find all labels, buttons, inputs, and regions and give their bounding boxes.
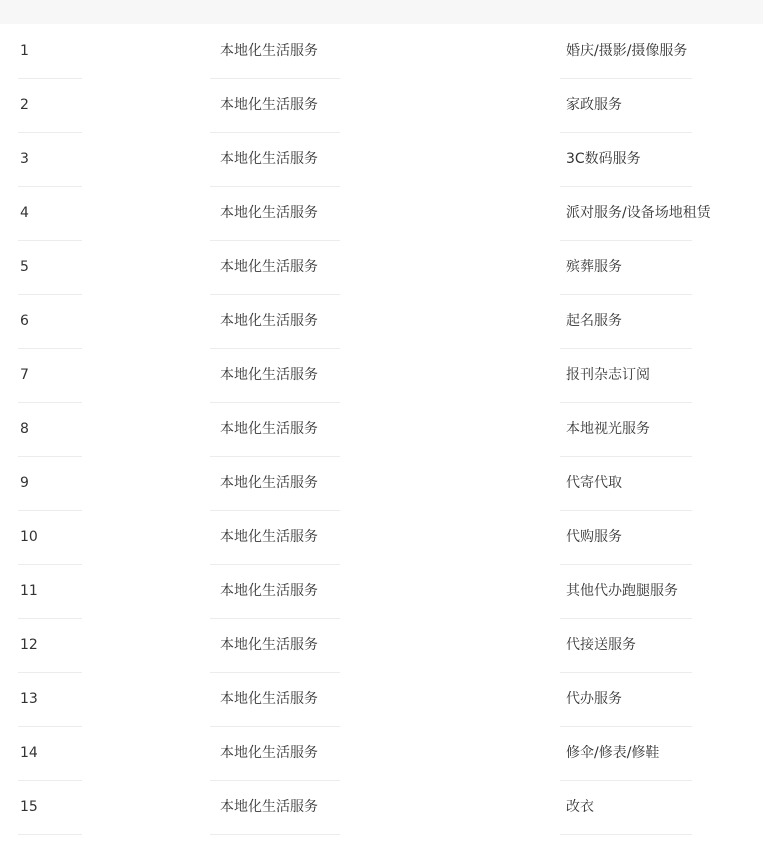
table-row	[0, 619, 763, 673]
row-subcategory: 代接送服务	[566, 637, 636, 653]
table-row	[0, 511, 763, 565]
row-divider	[18, 834, 82, 835]
row-category: 本地化生活服务	[220, 691, 318, 707]
row-subcategory: 代购服务	[566, 529, 622, 545]
row-category: 本地化生活服务	[220, 259, 318, 275]
row-number: 14	[20, 745, 38, 761]
row-subcategory: 代寄代取	[566, 475, 622, 491]
row-subcategory: 报刊杂志订阅	[566, 367, 650, 383]
row-number: 8	[20, 421, 29, 437]
row-number: 11	[20, 583, 38, 599]
row-number: 6	[20, 313, 29, 329]
table-row	[0, 565, 763, 619]
row-category: 本地化生活服务	[220, 799, 318, 815]
table-row	[0, 133, 763, 187]
row-subcategory: 本地视光服务	[566, 421, 650, 437]
row-subcategory: 婚庆/摄影/摄像服务	[566, 43, 688, 59]
row-category: 本地化生活服务	[220, 745, 318, 761]
row-number: 10	[20, 529, 38, 545]
table-row	[0, 241, 763, 295]
row-number: 12	[20, 637, 38, 653]
row-category: 本地化生活服务	[220, 583, 318, 599]
row-number: 7	[20, 367, 29, 383]
row-subcategory: 殡葬服务	[566, 259, 622, 275]
row-number: 5	[20, 259, 29, 275]
row-category: 本地化生活服务	[220, 475, 318, 491]
table-row	[0, 187, 763, 241]
row-subcategory: 起名服务	[566, 313, 622, 329]
row-number: 1	[20, 43, 29, 59]
row-category: 本地化生活服务	[220, 421, 318, 437]
row-divider	[560, 834, 692, 835]
row-subcategory: 改衣	[566, 799, 594, 815]
table-row	[0, 403, 763, 457]
row-subcategory: 家政服务	[566, 97, 622, 113]
row-number: 15	[20, 799, 38, 815]
table-row	[0, 349, 763, 403]
row-category: 本地化生活服务	[220, 205, 318, 221]
table-row	[0, 79, 763, 133]
row-category: 本地化生活服务	[220, 97, 318, 113]
row-category: 本地化生活服务	[220, 313, 318, 329]
row-number: 13	[20, 691, 38, 707]
row-number: 4	[20, 205, 29, 221]
table-row	[0, 781, 763, 835]
row-divider	[210, 834, 340, 835]
row-number: 3	[20, 151, 29, 167]
row-category: 本地化生活服务	[220, 529, 318, 545]
table-header	[0, 0, 763, 24]
row-subcategory: 3C数码服务	[566, 151, 641, 167]
table-row	[0, 727, 763, 781]
table-row	[0, 457, 763, 511]
row-category: 本地化生活服务	[220, 151, 318, 167]
row-subcategory: 代办服务	[566, 691, 622, 707]
table-row	[0, 25, 763, 79]
row-number: 9	[20, 475, 29, 491]
row-category: 本地化生活服务	[220, 367, 318, 383]
row-category: 本地化生活服务	[220, 43, 318, 59]
row-subcategory: 其他代办跑腿服务	[566, 583, 678, 599]
table-body	[0, 25, 763, 835]
table-row	[0, 673, 763, 727]
row-category: 本地化生活服务	[220, 637, 318, 653]
row-subcategory: 派对服务/设备场地租赁	[566, 205, 711, 221]
row-number: 2	[20, 97, 29, 113]
table-row	[0, 295, 763, 349]
row-subcategory: 修伞/修表/修鞋	[566, 745, 660, 761]
